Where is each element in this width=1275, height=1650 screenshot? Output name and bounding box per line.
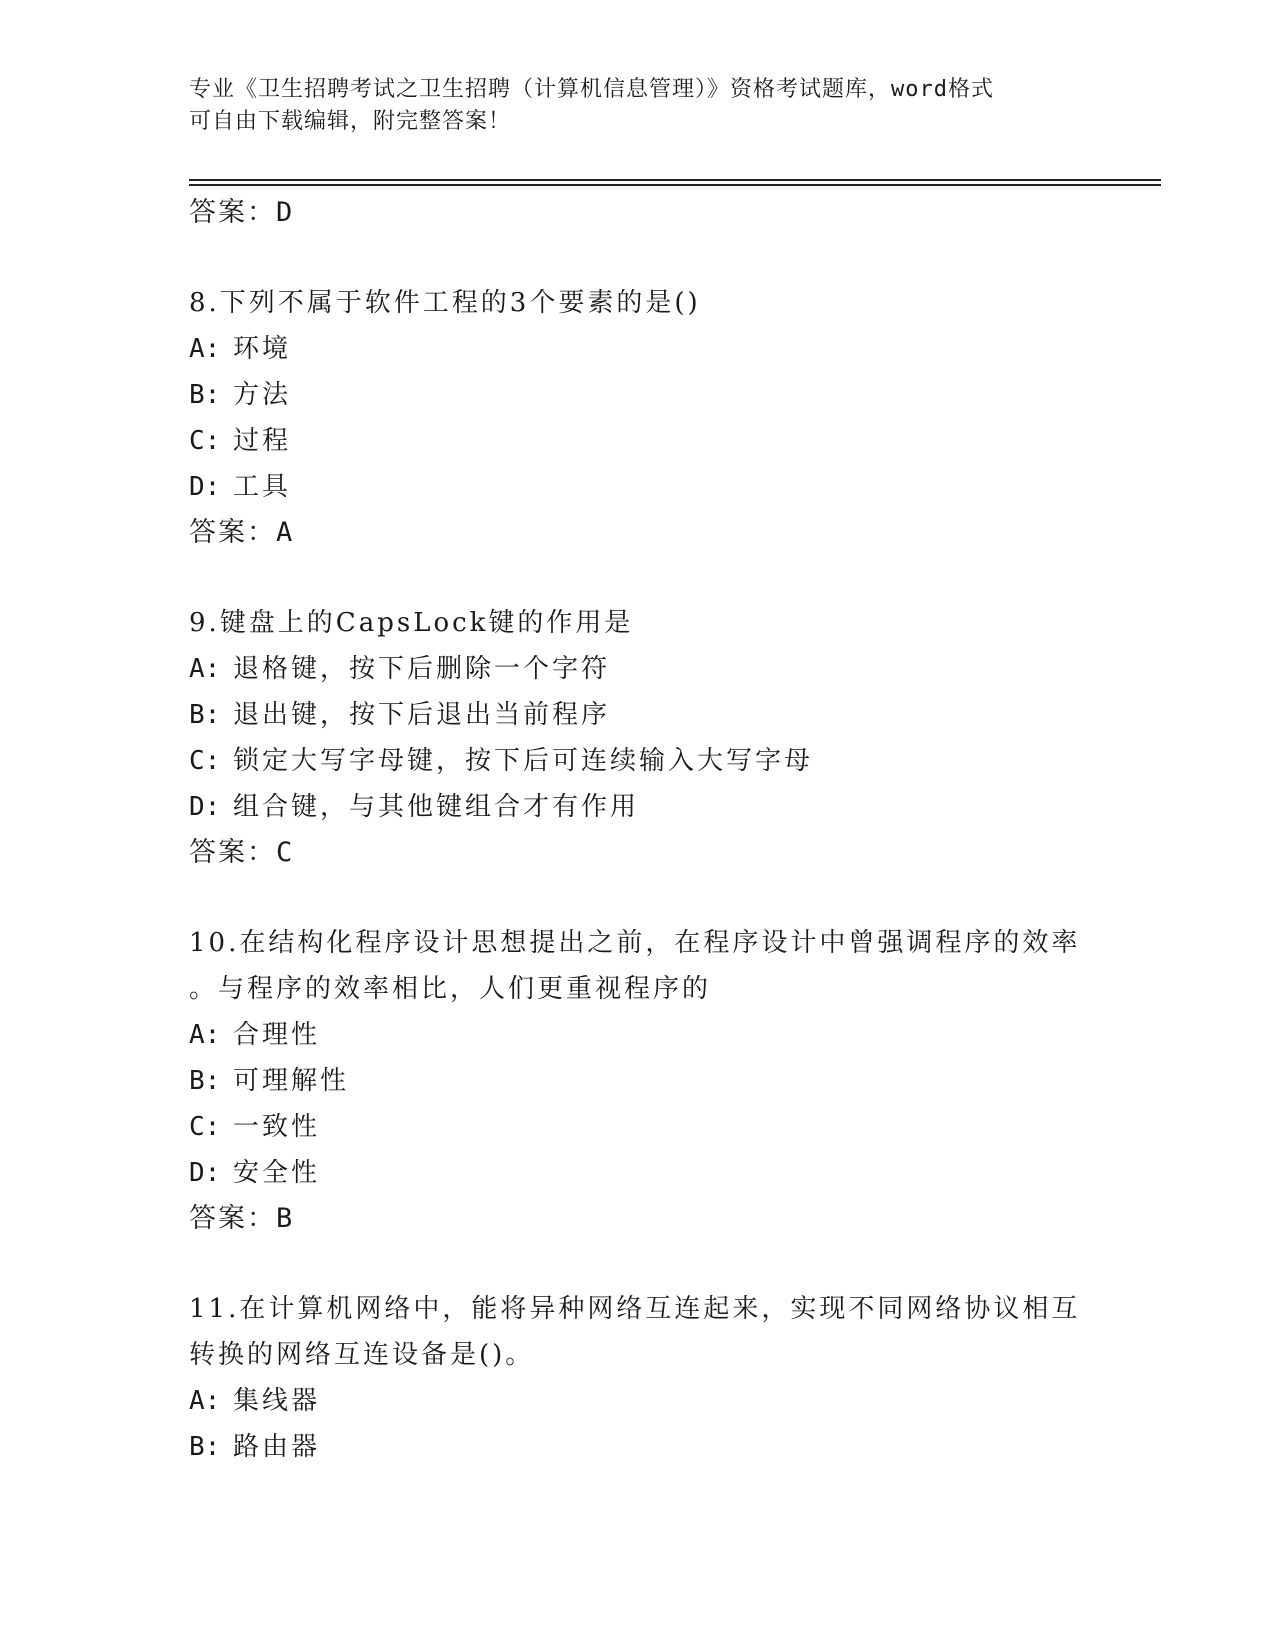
spacer <box>189 556 1089 600</box>
option-b <box>189 1058 1089 1104</box>
option-letter: D: <box>189 1158 221 1188</box>
option-text: 可理解性 <box>233 1066 350 1096</box>
option-letter: D: <box>189 792 221 822</box>
spacer <box>189 876 1089 920</box>
option-c <box>189 418 1089 464</box>
answer-label: 答案： <box>189 1203 276 1234</box>
question-10 <box>189 920 1089 1242</box>
option-a <box>189 1012 1089 1058</box>
option-letter: A: <box>189 334 221 364</box>
option-a <box>189 1378 1089 1424</box>
option-letter: A: <box>189 654 221 684</box>
answer-value: C <box>276 837 293 868</box>
answer-label: 答案： <box>189 837 276 868</box>
option-text: 组合键，与其他键组合才有作用 <box>233 792 640 822</box>
option-text: 退格键，按下后删除一个字符 <box>233 654 611 684</box>
option-letter: D: <box>189 472 221 502</box>
option-c <box>189 1104 1089 1150</box>
spacer <box>189 236 1089 280</box>
header-line-1: 专业《卫生招聘考试之卫生招聘（计算机信息管理）》资格考试题库，word格式 <box>189 77 994 102</box>
answer-label: 答案： <box>189 197 276 228</box>
answer-value: B <box>276 1203 293 1234</box>
option-text: 退出键，按下后退出当前程序 <box>233 700 611 730</box>
question-9 <box>189 600 1089 876</box>
answer-line <box>189 510 1089 556</box>
option-letter: A: <box>189 1020 221 1050</box>
answer-line <box>189 830 1089 876</box>
answer-value: A <box>276 517 293 548</box>
question-stem-continued: 。与程序的效率相比，人们更重视程序的 <box>189 974 712 1004</box>
option-c <box>189 738 1089 784</box>
option-letter: B: <box>189 700 221 730</box>
option-text: 路由器 <box>233 1432 321 1462</box>
option-text: 集线器 <box>233 1386 321 1416</box>
answer-line <box>189 1196 1089 1242</box>
question-stem: 9.键盘上的CapsLock键的作用是 <box>189 608 634 638</box>
question-8 <box>189 280 1089 556</box>
question-11 <box>189 1286 1089 1470</box>
option-letter: B: <box>189 1066 221 1096</box>
option-text: 环境 <box>233 334 292 364</box>
option-letter: A: <box>189 1386 221 1416</box>
option-b <box>189 372 1089 418</box>
option-text: 一致性 <box>233 1112 321 1142</box>
document-header <box>189 74 1069 138</box>
option-b <box>189 1424 1089 1470</box>
question-list <box>189 190 1089 1470</box>
question-stem: 8.下列不属于软件工程的3个要素的是() <box>189 288 701 318</box>
header-divider-bottom <box>189 184 1161 186</box>
option-a <box>189 326 1089 372</box>
option-d <box>189 464 1089 510</box>
option-letter: C: <box>189 426 221 456</box>
option-text: 安全性 <box>233 1158 321 1188</box>
question-stem: 11.在计算机网络中，能将异种网络互连起来，实现不同网络协议相互 <box>189 1294 1081 1324</box>
option-text: 工具 <box>233 472 292 502</box>
option-letter: C: <box>189 1112 221 1142</box>
answer-label: 答案： <box>189 517 276 548</box>
answer-value: D <box>276 197 293 228</box>
header-line-2: 可自由下载编辑，附完整答案！ <box>189 109 512 134</box>
option-d <box>189 1150 1089 1196</box>
answer-line <box>189 190 1089 236</box>
option-text: 锁定大写字母键，按下后可连续输入大写字母 <box>233 746 814 776</box>
option-a <box>189 646 1089 692</box>
option-letter: B: <box>189 1432 221 1462</box>
option-d <box>189 784 1089 830</box>
option-b <box>189 692 1089 738</box>
option-letter: C: <box>189 746 221 776</box>
header-divider-top <box>189 179 1161 181</box>
option-text: 方法 <box>233 380 292 410</box>
option-text: 合理性 <box>233 1020 321 1050</box>
option-text: 过程 <box>233 426 292 456</box>
spacer <box>189 1242 1089 1286</box>
option-letter: B: <box>189 380 221 410</box>
question-stem: 10.在结构化程序设计思想提出之前，在程序设计中曾强调程序的效率 <box>189 928 1081 958</box>
question-stem-continued: 转换的网络互连设备是()。 <box>189 1340 535 1370</box>
